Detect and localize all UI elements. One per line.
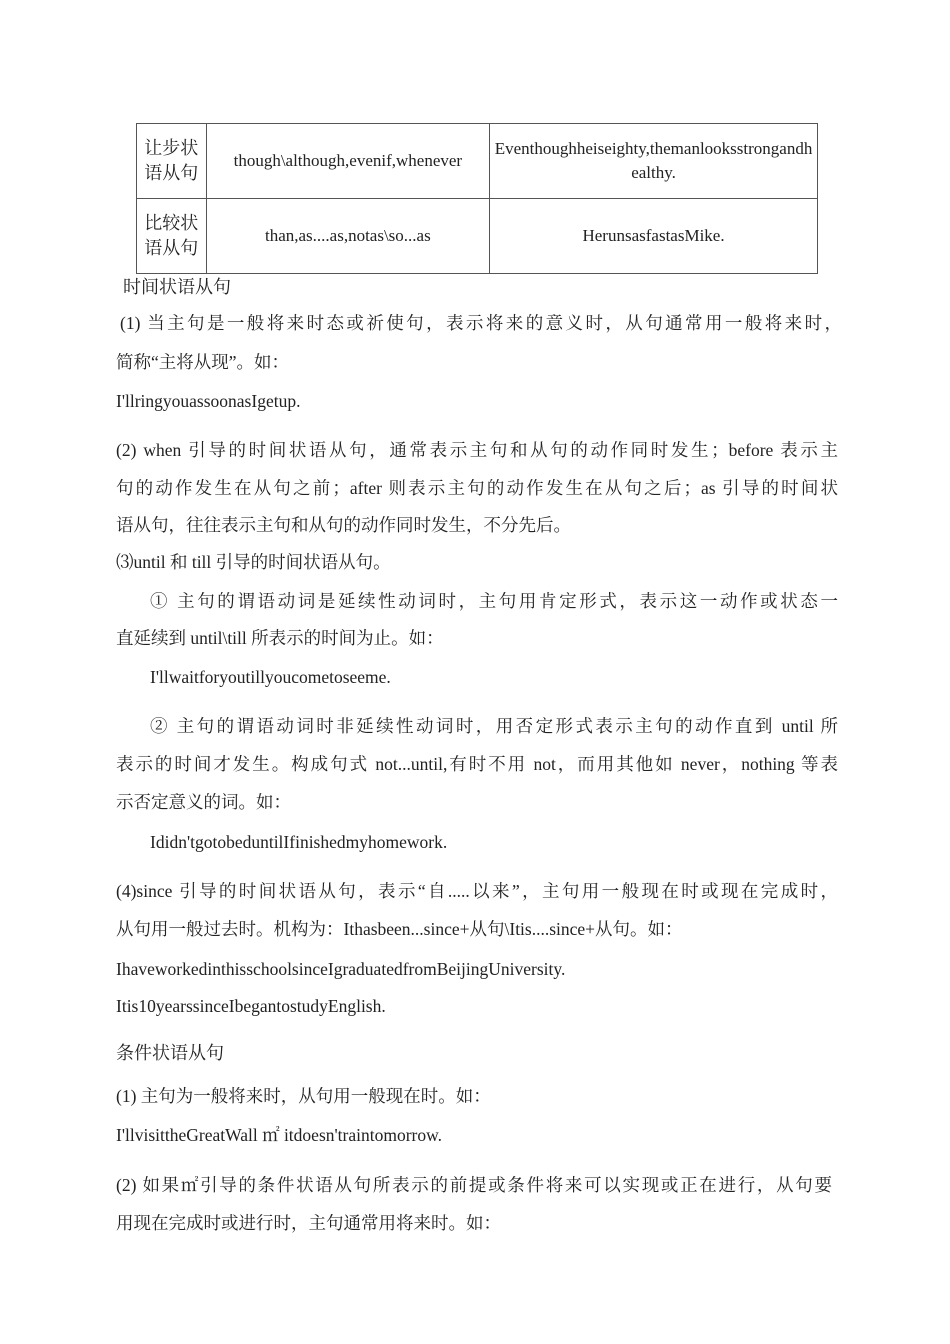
paragraph-line: 直延续到 until\till 所表示的时间为止。如： (116, 628, 444, 648)
section-heading-condition-clause: 条件状语从句 (116, 1043, 224, 1064)
example-cell: Eventhoughheiseighty,themanlooksstrongandhealthy. (490, 124, 818, 199)
paragraph-line: (1) 当主句是一般将来时态或祈使句，表示将来的意义时，从句通常用一般将来时， (120, 313, 842, 333)
example-sentence: I'llvisittheGreatWall ㎡ itdoesn'traintomorrow. (116, 1125, 442, 1145)
adverbial-clause-table (136, 123, 818, 274)
paragraph-line: 表示的时间才发生。构成句式 not...until,有时不用 not，而用其他如 never，nothing 等表 (116, 754, 838, 774)
paragraph-line: 用现在完成时或进行时，主句通常用将来时。如： (116, 1213, 501, 1233)
table-row (137, 124, 818, 199)
paragraph-line: ② 主句的谓语动词时非延续性动词时，用否定形式表示主句的动作直到 until 所 (150, 716, 838, 736)
paragraph-line: 简称“主将从现”。如： (116, 352, 290, 372)
paragraph-line: 语从句，往往表示主句和从句的动作同时发生，不分先后。 (116, 515, 571, 535)
example-sentence: I'llwaitforyoutillyoucometoseeme. (150, 667, 391, 687)
paragraph-line: ① 主句的谓语动词是延续性动词时，主句用肯定形式，表示这一动作或状态一 (150, 591, 838, 611)
paragraph-line: (4)since 引导的时间状语从句，表示“自.....以来”，主句用一般现在时或现在完成时， (116, 881, 838, 901)
paragraph-line: ⑶until 和 till 引导的时间状语从句。 (116, 552, 391, 572)
example-sentence: Ididn'tgotobeduntilIfinishedmyhomework. (150, 832, 448, 852)
example-sentence: IhaveworkedinthisschoolsinceIgraduatedfromBeijingUniversity. (116, 959, 566, 979)
paragraph-line: (1) 主句为一般将来时，从句用一般现在时。如： (116, 1086, 491, 1106)
conjunction-cell: though\although,evenif,whenever (206, 124, 489, 199)
example-cell: HerunsasfastasMike. (490, 199, 818, 274)
clause-type-cell: 比较状语从句 (137, 199, 207, 274)
clause-type-cell: 让步状语从句 (137, 124, 207, 199)
example-sentence: Itis10yearssinceIbegantostudyEnglish. (116, 996, 386, 1016)
conjunction-cell: than,as....as,notas\so...as (206, 199, 489, 274)
section-heading-time-clause: 时间状语从句 (123, 277, 231, 298)
paragraph-line: 句的动作发生在从句之前；after 则表示主句的动作发生在从句之后；as 引导的时间状 (116, 478, 838, 498)
paragraph-line: 示否定意义的词。如： (116, 792, 291, 812)
paragraph-line: (2) when 引导的时间状语从句，通常表示主句和从句的动作同时发生；before 表示主 (116, 440, 838, 460)
table-row (137, 199, 818, 274)
example-sentence: I'llringyouassoonasIgetup. (116, 391, 301, 411)
paragraph-line: 从句用一般过去时。机构为：Ithasbeen...since+从句\Itis....since+从句。如： (116, 919, 683, 939)
paragraph-line: (2) 如果㎡引导的条件状语从句所表示的前提或条件将来可以实现或正在进行，从句要 (116, 1175, 832, 1195)
